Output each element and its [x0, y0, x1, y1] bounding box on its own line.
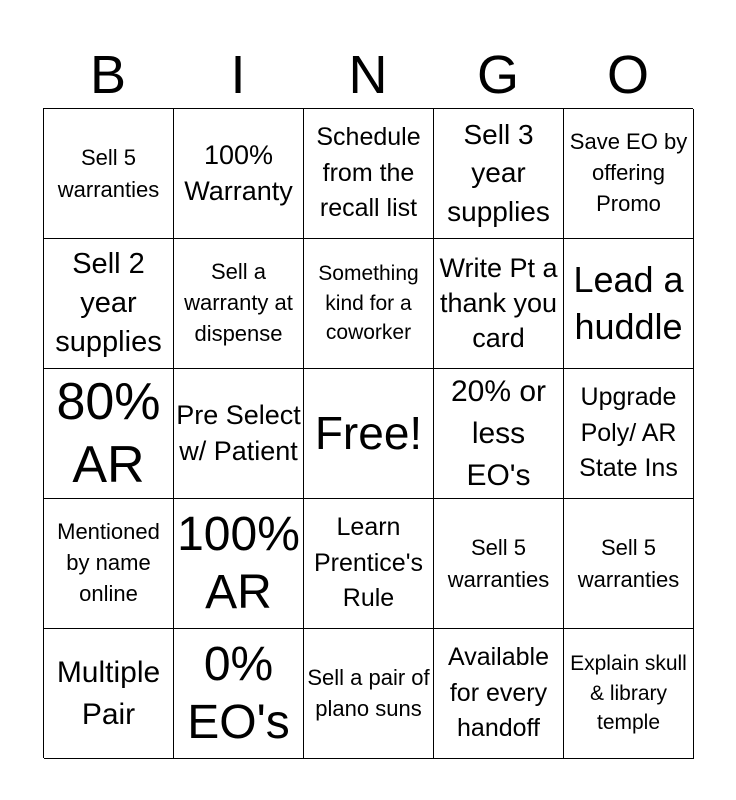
header-letter-o: O: [606, 45, 649, 105]
cell-text: Mentioned by name online: [57, 519, 160, 606]
bingo-cell-r3c1[interactable]: [44, 369, 174, 499]
bingo-cell-r3c2[interactable]: [174, 369, 304, 499]
cell-text: Sell 3 year supplies: [447, 118, 550, 227]
cell-text: Something kind for a coworker: [318, 261, 419, 345]
header-letter-i: I: [230, 45, 246, 105]
cell-text: 0% EO's: [187, 637, 290, 749]
bingo-cell-r2c1[interactable]: [44, 239, 174, 369]
bingo-cell-r4c4[interactable]: [434, 499, 564, 629]
bingo-cell-r5c5[interactable]: [564, 629, 694, 759]
bingo-cell-r4c3[interactable]: [304, 499, 434, 629]
header-letter-b: B: [89, 45, 127, 105]
bingo-cell-r1c3[interactable]: [304, 109, 434, 239]
bingo-cell-r4c5[interactable]: [564, 499, 694, 629]
cell-text: Pre Select w/ Patient: [176, 400, 301, 466]
bingo-cell-r5c2[interactable]: [174, 629, 304, 759]
cell-text: Sell a warranty at dispense: [184, 259, 293, 346]
bingo-cell-r4c2[interactable]: [174, 499, 304, 629]
free-space-text: Free!: [314, 406, 423, 459]
cell-text: Explain skull & library temple: [570, 651, 687, 735]
cell-text: Write Pt a thank you card: [439, 252, 558, 354]
cell-text: Save EO by offering Promo: [569, 129, 688, 216]
cell-text: 100% Warranty: [184, 140, 293, 206]
cell-text: Sell a pair of plano suns: [307, 664, 430, 721]
bingo-cell-r4c1[interactable]: [44, 499, 174, 629]
cell-text: 80% AR: [56, 373, 161, 494]
cell-text: Sell 2 year supplies: [55, 247, 162, 359]
bingo-cell-r5c1[interactable]: [44, 629, 174, 759]
cell-text: Learn Prentice's Rule: [314, 513, 423, 613]
bingo-header: [43, 44, 693, 106]
bingo-cell-r5c4[interactable]: [434, 629, 564, 759]
bingo-cell-r5c3[interactable]: [304, 629, 434, 759]
bingo-cell-free[interactable]: [304, 369, 434, 499]
bingo-cell-r1c2[interactable]: [174, 109, 304, 239]
bingo-cell-r3c5[interactable]: [564, 369, 694, 499]
header-letter-n: N: [348, 45, 388, 105]
cell-text: Available for every handoff: [447, 643, 549, 743]
bingo-cell-r2c2[interactable]: [174, 239, 304, 369]
bingo-cell-r2c3[interactable]: [304, 239, 434, 369]
cell-text: Upgrade Poly/ AR State Ins: [579, 383, 678, 483]
bingo-cell-r1c1[interactable]: [44, 109, 174, 239]
bingo-cell-r1c5[interactable]: [564, 109, 694, 239]
bingo-cell-r1c4[interactable]: [434, 109, 564, 239]
bingo-board: [43, 108, 693, 758]
bingo-cell-r3c4[interactable]: [434, 369, 564, 499]
cell-text: 100% AR: [177, 507, 300, 619]
cell-text: 20% or less EO's: [450, 374, 547, 492]
cell-text: Sell 5 warranties: [447, 534, 550, 592]
cell-text: Sell 5 warranties: [57, 144, 160, 202]
cell-text: Sell 5 warranties: [577, 534, 680, 592]
header-letter-g: G: [476, 45, 519, 105]
bingo-cell-r2c4[interactable]: [434, 239, 564, 369]
cell-text: Multiple Pair: [56, 655, 161, 731]
cell-text: Schedule from the recall list: [316, 123, 421, 223]
cell-text: Lead a huddle: [573, 258, 684, 347]
bingo-cell-r2c5[interactable]: [564, 239, 694, 369]
